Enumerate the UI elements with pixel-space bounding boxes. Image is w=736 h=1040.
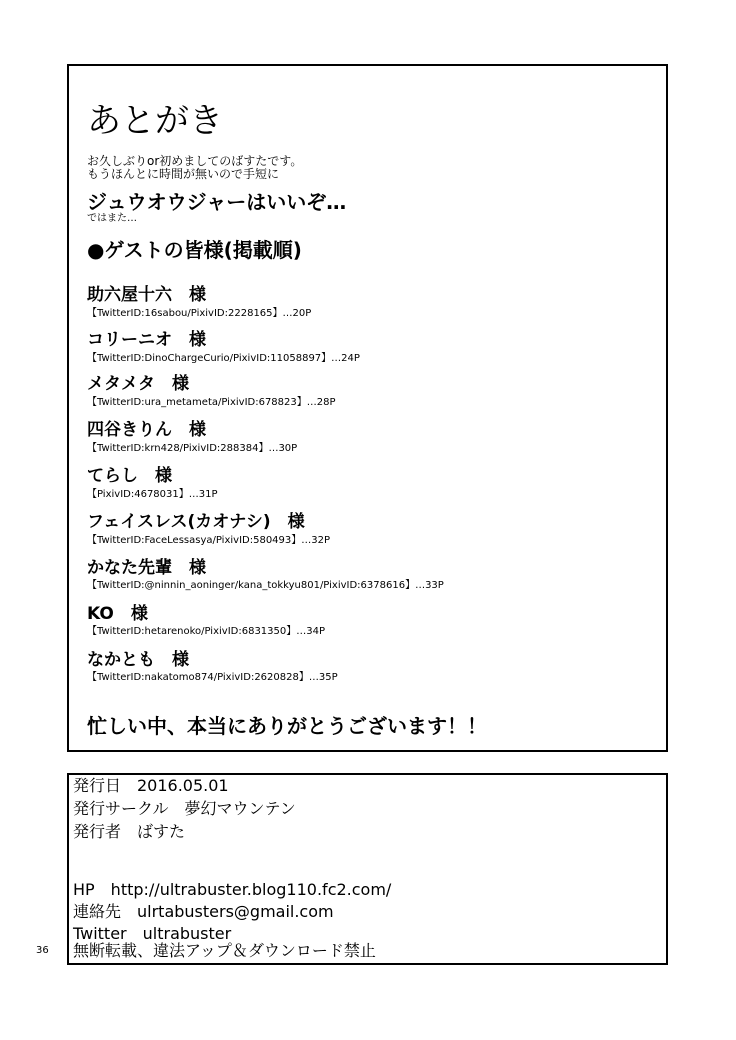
guest-name: コリーニオ 様	[87, 330, 206, 350]
guest-name: てらし 様	[87, 466, 172, 486]
afterword-title: あとがき	[87, 101, 223, 141]
homepage-url: HP http://ultrabuster.blog110.fc2.com/	[73, 880, 392, 899]
guest-name: KO 様	[87, 604, 148, 624]
sign-off: ではまた…	[87, 213, 137, 224]
guest-name: 四谷きりん 様	[87, 420, 206, 440]
contact-email: 連絡先 ulrtabusters@gmail.com	[73, 902, 334, 921]
reprint-notice: 無断転載、違法アップ＆ダウンロード禁止	[73, 941, 376, 960]
intro-line-1: お久しぶりor初めましてのばすたです。	[87, 154, 303, 168]
page-number: 36	[36, 945, 49, 956]
publisher: 発行者 ばすた	[73, 822, 186, 841]
guest-ids: 【TwitterID:16sabou/PixivID:2228165】…20P	[87, 308, 312, 319]
guest-ids: 【TwitterID:ura_metameta/PixivID:678823】…28P	[87, 397, 336, 408]
guest-ids: 【PixivID:4678031】…31P	[87, 489, 218, 500]
guest-ids: 【TwitterID:@ninnin_aoninger/kana_tokkyu801/PixivID:6378616】…33P	[87, 580, 444, 591]
headline: ジュウオウジャーはいいぞ…	[87, 190, 347, 214]
thanks-message: 忙しい中、本当にありがとうございます！！	[87, 714, 487, 738]
guest-name: メタメタ 様	[87, 374, 189, 394]
guest-ids: 【TwitterID:krn428/PixivID:288384】…30P	[87, 443, 298, 454]
guest-name: なかとも 様	[87, 650, 189, 670]
guest-ids: 【TwitterID:FaceLessasya/PixivID:580493】…32P	[87, 535, 331, 546]
afterword-box	[67, 64, 668, 752]
guest-header: ●ゲストの皆様(掲載順)	[87, 238, 302, 262]
guest-name: 助六屋十六 様	[87, 285, 206, 305]
twitter-handle: Twitter ultrabuster	[73, 924, 232, 943]
guest-ids: 【TwitterID:nakatomo874/PixivID:2620828】…35P	[87, 672, 338, 683]
intro-line-2: もうほんとに時間が無いので手短に	[87, 167, 280, 181]
guest-name: かなた先輩 様	[87, 558, 206, 578]
guest-ids: 【TwitterID:DinoChargeCurio/PixivID:11058897】…24P	[87, 353, 360, 364]
publishing-circle: 発行サークル 夢幻マウンテン	[73, 799, 296, 818]
guest-name: フェイスレス(カオナシ) 様	[87, 512, 305, 532]
guest-ids: 【TwitterID:hetarenoko/PixivID:6831350】…34P	[87, 626, 326, 637]
colophon-box	[67, 773, 668, 965]
publish-date: 発行日 2016.05.01	[73, 776, 229, 795]
